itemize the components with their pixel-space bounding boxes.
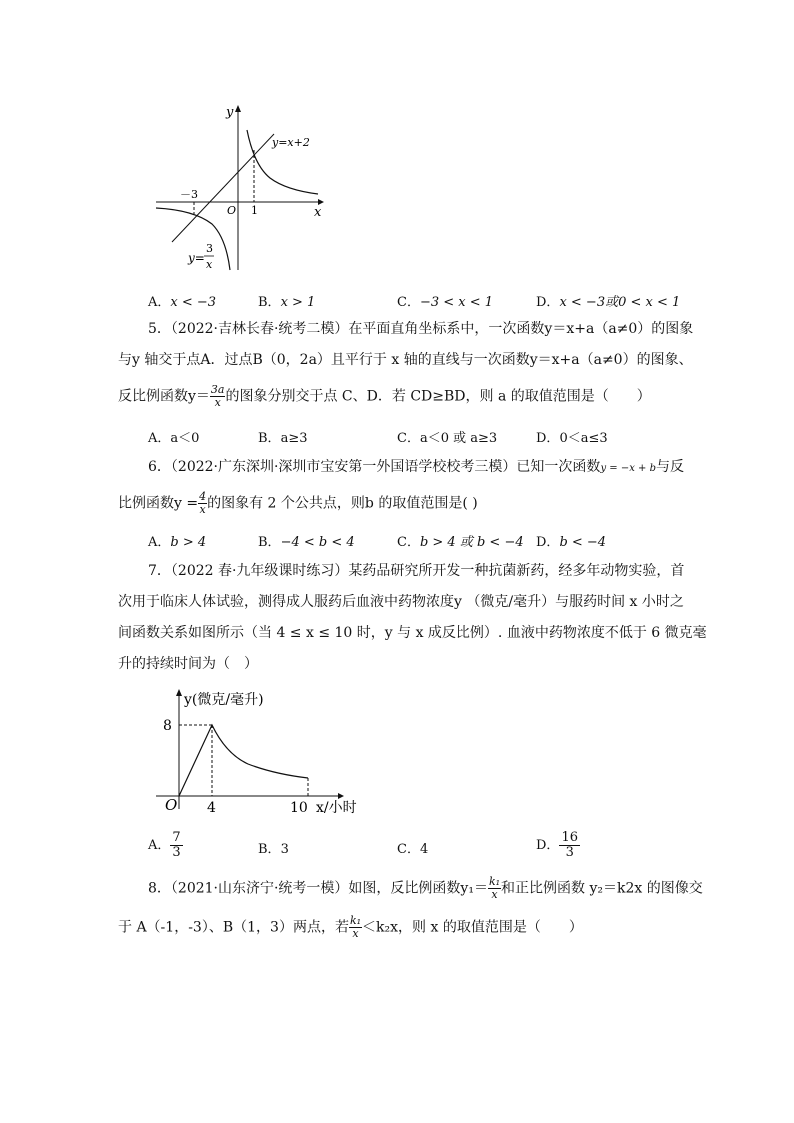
option-label: A． [148,431,171,446]
fraction-denominator: x [352,927,359,940]
q5-fraction [210,384,226,409]
fraction-denominator: 3 [565,845,574,860]
q6-option-c[interactable] [397,531,524,550]
q8-line-1-pre: 8．（2021·山东济宁·统考一模）如图，反比例函数y₁＝ [148,880,488,897]
q8-line-2 [118,915,583,940]
y-axis-label: y(微克/毫升) [184,692,264,708]
q6-formula: y = −x + b [600,463,656,474]
y-tick-8: 8 [163,718,172,734]
q7-option-a[interactable] [148,831,183,860]
q7-line-1: 7．（2022 春·九年级课时练习）某药品研究所开发一种抗菌新药，经多年动物实验，首 [148,563,685,579]
tick-1: 1 [251,204,258,217]
x-axis-label: x/小时 [316,800,357,816]
option-text: −3 < x < 1 [419,295,494,310]
option-fraction [170,831,182,860]
option-fraction [559,831,580,860]
option-text: a＜0 或 a≥3 [419,431,498,446]
fraction-denominator: x [491,888,498,901]
option-label: C． [397,295,420,310]
option-text: a＜0 [170,431,200,446]
q6-line-2-pre: 比例函数y = [118,495,199,512]
y-axis-arrow [176,689,182,696]
q5-line-2: 与y 轴交于点A．过点B（0，2a）且平行于 x 轴的直线与一次函数y＝x+a（a≠0）的图象、 [118,352,693,368]
option-label: B． [258,295,281,310]
q5-option-b[interactable] [258,427,307,446]
origin-label: O [227,204,237,217]
q7-line-2: 次用于临床人体试验，测得成人服药后血液中药物浓度y （微克/毫升）与服药时间 x 小时之 [118,594,684,610]
option-label: A． [148,838,171,853]
q8-line-2-pre: 于 A（-1，-3）、B（1，3）两点，若 [118,919,349,936]
curve-label-prefix: y= [188,251,205,265]
option-label: D． [536,535,560,550]
q5-line-3 [118,384,651,409]
q6-line-2-post: 的图象有 2 个公共点，则b 的取值范围是( ) [207,495,478,512]
option-label: A． [148,295,171,310]
option-label: A． [148,535,171,550]
option-label: C． [397,431,420,446]
q8-line-1-post: 和正比例函数 y₂＝k2x 的图像交 [501,880,703,897]
figure-drug-concentration [148,684,378,824]
option-text: a≥3 [280,431,308,446]
q6-fraction [198,491,207,516]
figure-hyperbola-line [150,100,350,280]
q7-line-3: 间函数关系如图所示（当 4 ≤ x ≤ 10 时，y 与 x 成反比例）. 血液中药物浓度不低于 6 微克毫 [118,625,707,641]
q4-option-d[interactable] [536,291,680,310]
curve-label-den: x [206,258,213,271]
y-axis-arrow [235,105,241,112]
option-text: 4 [419,842,429,857]
q7-option-c[interactable] [397,838,428,857]
fraction-denominator: 3 [172,845,181,860]
option-text: b > 4 或 b < −4 [419,535,524,550]
option-text: −4 < b < 4 [280,535,355,550]
option-label: D． [536,431,560,446]
q6-option-a[interactable] [148,531,206,550]
q4-option-a[interactable] [148,291,216,310]
q7-option-d[interactable] [536,831,580,860]
fraction-denominator: x [199,503,206,516]
x-axis-arrow [338,793,344,799]
option-label: C． [397,842,420,857]
fraction-numerator: 16 [561,830,578,845]
option-label: D． [536,295,560,310]
option-text: x > 1 [280,295,316,310]
tick-neg3: －3 [180,188,198,201]
option-text: x < −3或0 < x < 1 [559,295,681,310]
concentration-curve [179,725,308,796]
fraction-numerator: k₁ [349,914,362,927]
fraction-denominator: x [214,396,221,409]
q6-line-2 [118,491,478,516]
q6-option-b[interactable] [258,531,355,550]
q6-line-1-pre: 6．（2022·广东深圳·深圳市宝安第一外国语学校校考三模）已知一次函数 [148,459,601,475]
q5-line-3-post: 的图象分别交于点 C、D．若 CD≥BD，则 a 的取值范围是（ ） [225,388,651,405]
fraction-numerator: 7 [172,830,181,845]
q5-option-a[interactable] [148,427,199,446]
option-text: x < −3 [170,295,217,310]
q4-option-b[interactable] [258,291,315,310]
q4-option-c[interactable] [397,291,493,310]
option-text: b < −4 [559,535,607,550]
q8-fraction [488,876,501,901]
x-axis-label: x [314,205,322,220]
q6-line-1 [148,457,684,479]
option-label: D． [536,838,560,853]
q5-option-c[interactable] [397,427,497,446]
q8-line-2-post: ＜k₂x，则 x 的取值范围是（ ） [362,919,583,936]
fraction-numerator: 3a [210,383,225,396]
q5-option-d[interactable] [536,427,608,446]
fraction-numerator: k₁ [488,875,501,888]
q5-line-1: 5．（2022·吉林长春·统考二模）在平面直角坐标系中，一次函数y＝x+a（a≠0）的图象 [148,321,694,337]
q8-line-1 [148,876,703,901]
line-equation-label: y=x+2 [272,136,310,149]
option-text: 0＜a≤3 [559,431,608,446]
q6-option-d[interactable] [536,531,606,550]
option-label: B． [258,842,281,857]
option-text: b > 4 [170,535,207,550]
q8-condition-fraction [349,915,362,940]
x-tick-10: 10 [290,800,308,816]
q7-line-4: 升的持续时间为（ ） [118,656,258,672]
q5-line-3-pre: 反比例函数y＝ [118,388,210,405]
x-tick-4: 4 [207,800,216,816]
option-label: C． [397,535,420,550]
q7-option-b[interactable] [258,838,289,857]
y-axis-label: y [226,105,234,120]
origin-label: O [165,796,178,814]
fraction-numerator: 4 [199,490,207,503]
curve-label-num: 3 [206,242,213,255]
q6-line-1-post: 与反 [655,459,684,475]
option-text: 3 [280,842,289,857]
option-label: B． [258,431,281,446]
option-label: B． [258,535,281,550]
